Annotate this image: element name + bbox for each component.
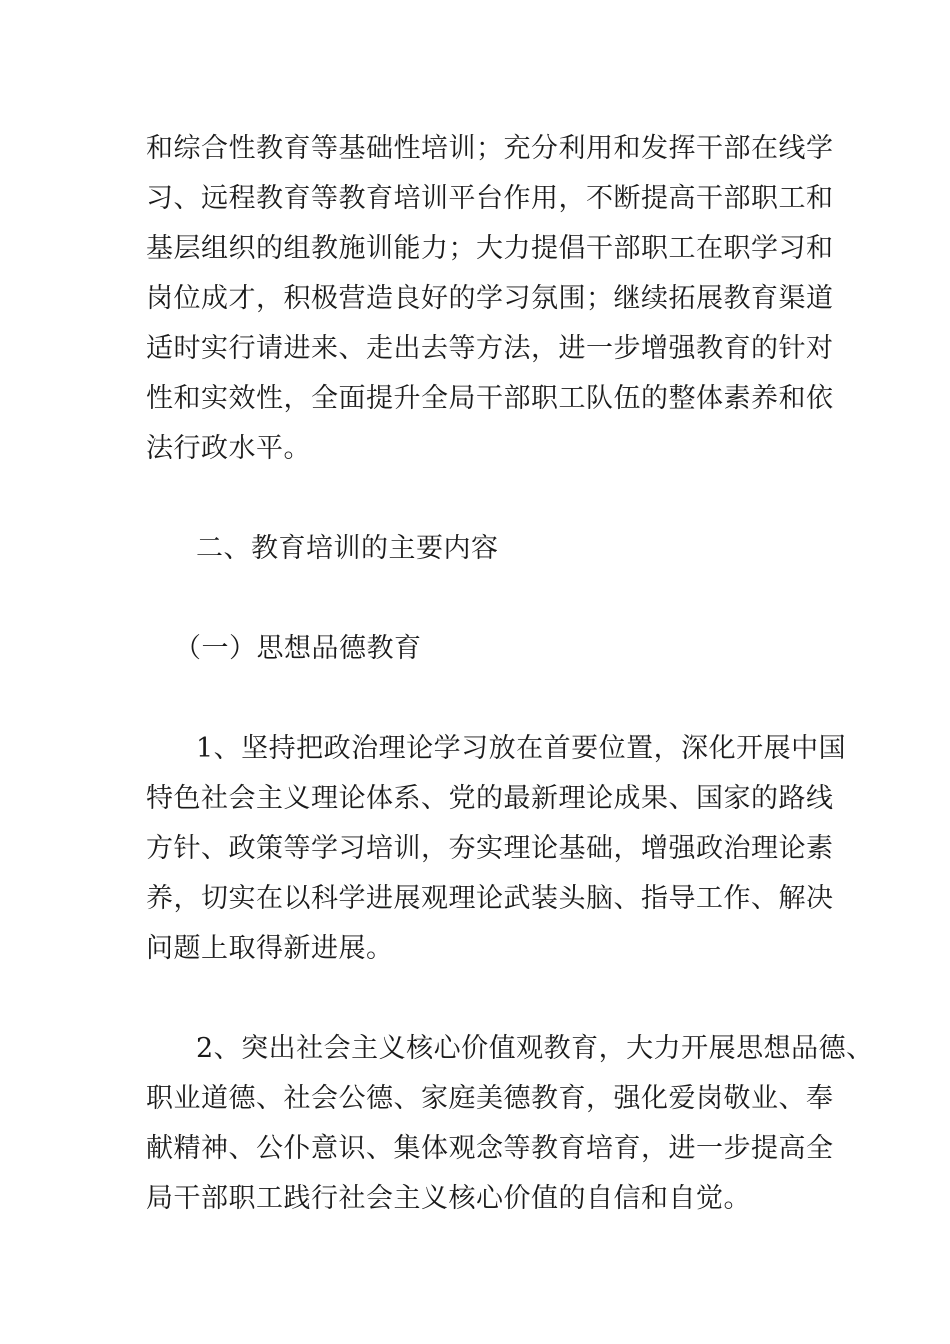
paragraph-line: 职业道德、社会公德、家庭美德教育，强化爱岗敬业、奉 [146, 1083, 834, 1114]
paragraph-line: 养，切实在以科学进展观理论武装头脑、指导工作、解决 [146, 883, 834, 914]
paragraph-line: 习、远程教育等教育培训平台作用，不断提高干部职工和 [146, 183, 834, 214]
section-heading: 二、教育培训的主要内容 [196, 533, 499, 564]
paragraph-line: 法行政水平。 [146, 433, 311, 464]
paragraph-line: 适时实行请进来、走出去等方法，进一步增强教育的针对 [146, 333, 834, 364]
paragraph-line: 2、突出社会主义核心价值观教育，大力开展思想品德、 [196, 1033, 874, 1064]
paragraph-line: 1、坚持把政治理论学习放在首要位置，深化开展中国 [196, 733, 847, 764]
paragraph-line: 方针、政策等学习培训，夯实理论基础，增强政治理论素 [146, 833, 834, 864]
paragraph-line: 特色社会主义理论体系、党的最新理论成果、国家的路线 [146, 783, 834, 814]
paragraph-line: 局干部职工践行社会主义核心价值的自信和自觉。 [146, 1183, 751, 1214]
paragraph-line: 献精神、公仆意识、集体观念等教育培育，进一步提高全 [146, 1133, 834, 1164]
paragraph-line: 基层组织的组教施训能力；大力提倡干部职工在职学习和 [146, 233, 834, 264]
paragraph-line: 和综合性教育等基础性培训；充分利用和发挥干部在线学 [146, 133, 834, 164]
paragraph-line: 岗位成才，积极营造良好的学习氛围；继续拓展教育渠道 [146, 283, 834, 314]
paragraph-line: 问题上取得新进展。 [146, 933, 394, 964]
subsection-heading: （一）思想品德教育 [174, 633, 422, 664]
paragraph-line: 性和实效性，全面提升全局干部职工队伍的整体素养和依 [146, 383, 834, 414]
